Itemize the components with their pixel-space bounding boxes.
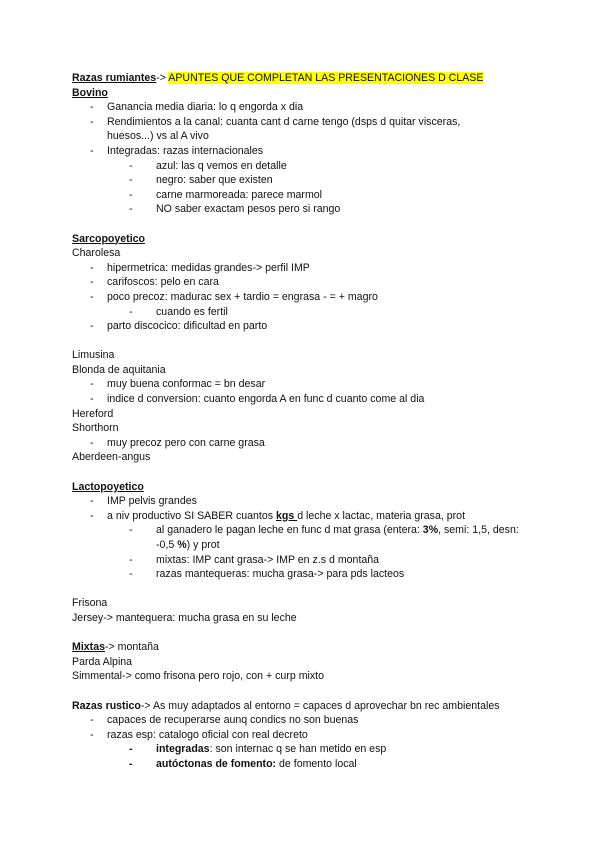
sub-list-item: - mixtas: IMP cant grasa-> IMP en z.s d montaña: [129, 553, 380, 566]
rumiantes-title-line: [72, 71, 542, 86]
rumiantes-heading: Razas rumiantes: [72, 72, 157, 84]
rustico-title-line: Razas rustico-> As muy adaptados al entorno = capaces d aprovechar bn rec ambientales: [72, 699, 500, 712]
rustico-list: [72, 713, 542, 771]
lactopoyetico-heading: Lactopoyetico: [72, 480, 144, 493]
blonda-list: [72, 377, 542, 406]
bovino-heading: Bovino: [72, 86, 108, 99]
list-item: - capaces de recuperarse aunq condics no son buenas: [90, 714, 359, 727]
list-item: - Ganancia media diaria: lo q engorda x dia: [90, 101, 304, 114]
sub-list-item: - integradas: son internac q se han metido en esp: [129, 743, 387, 756]
list-item: - IMP pelvis grandes: [90, 495, 197, 508]
lactopoyetico-list: [72, 494, 542, 582]
breed-name: Blonda de aquitania: [72, 363, 166, 376]
sub-list-item: - negro: saber que existen: [129, 174, 273, 187]
list-item-continuation: huesos...) vs al A vivo: [107, 130, 209, 143]
breed-name: Aberdeen-angus: [72, 451, 151, 464]
bovino-list: [72, 100, 542, 217]
breed-name: Hereford: [72, 407, 114, 420]
rustico-heading: Razas rustico: [72, 699, 141, 712]
list-item: - indice d conversion: cuanto engorda A en func d cuanto come al dia: [90, 393, 425, 406]
shorthorn-list: [72, 436, 542, 451]
sub-list-item: - autóctonas de fomento: de fomento local: [129, 757, 357, 770]
breed-name: Charolesa: [72, 247, 121, 260]
breed-name: Shorthorn: [72, 422, 119, 435]
mixtas-title-line: Mixtas-> montaña: [72, 641, 159, 654]
list-item: - hipermetrica: medidas grandes-> perfil IMP: [90, 261, 310, 274]
sub-list-item: - razas mantequeras: mucha grasa-> para pds lacteos: [129, 568, 405, 581]
breed-name: Frisona: [72, 597, 108, 610]
list-item: - razas esp: catalogo oficial con real decreto: [90, 728, 308, 741]
charolesa-list: [72, 261, 542, 334]
breed-name: Limusina: [72, 349, 115, 362]
list-item: - muy buena conformac = bn desar: [90, 378, 266, 391]
breed-name: Jersey-> mantequera: mucha grasa en su leche: [72, 611, 297, 624]
list-item: - a niv productivo SI SABER cuantos kgs d leche x lactac, materia grasa, prot: [90, 509, 466, 522]
rumiantes-highlight-note: APUNTES QUE COMPLETAN LAS PRESENTACIONES D CLASE: [168, 72, 484, 84]
document-page: [72, 71, 542, 772]
sub-list-item: - azul: las q vemos en detalle: [129, 159, 287, 172]
list-item: - parto discocico: dificultad en parto: [90, 320, 268, 333]
sarcopoyetico-heading: Sarcopoyetico: [72, 232, 146, 245]
breed-name: Simmental-> como frisona pero rojo, con + curp mixto: [72, 670, 324, 683]
list-item: - Integradas: razas internacionales: [90, 144, 264, 157]
sub-list-item: - al ganadero le pagan leche en func d mat grasa (entera: 3%, semi: 1,5, desn: -0,5 %) y prot: [129, 524, 519, 551]
sub-list-item: - NO saber exactam pesos pero si rango: [129, 203, 341, 216]
sub-list-item: - cuando es fertil: [129, 305, 228, 318]
list-item: - muy precoz pero con carne grasa: [90, 436, 265, 449]
list-item: - carifoscos: pelo en cara: [90, 276, 219, 289]
mixtas-heading: Mixtas: [72, 641, 105, 654]
sub-list-item: - carne marmoreada: parece marmol: [129, 188, 323, 201]
list-item: - Rendimientos a la canal: cuanta cant d carne tengo (dsps d quitar visceras,: [90, 115, 461, 128]
breed-name: Parda Alpina: [72, 655, 133, 668]
rumiantes-arrow: ->: [156, 72, 169, 84]
list-item: - poco precoz: madurac sex + tardio = engrasa - = + magro: [90, 290, 378, 303]
